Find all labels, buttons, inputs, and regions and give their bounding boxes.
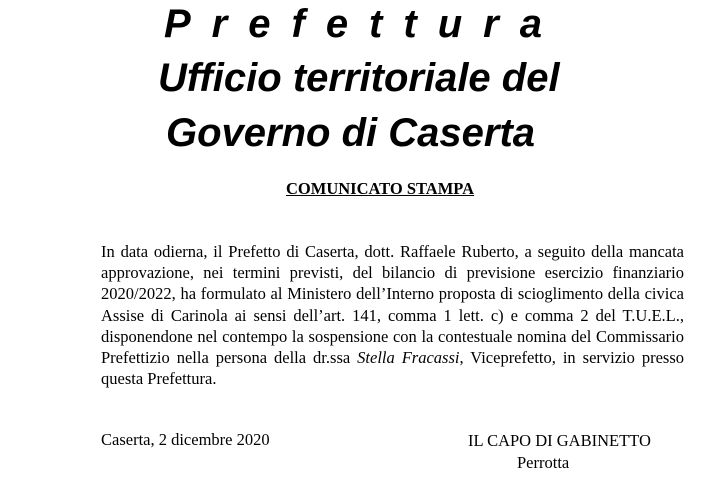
header-office: Ufficio territoriale del <box>158 56 560 100</box>
signature-block <box>468 430 678 474</box>
header-prefettura: Prefettura <box>164 2 563 46</box>
signature-name: Perrotta <box>517 453 570 472</box>
header-government: Governo di Caserta <box>166 111 536 155</box>
body-text-part1: In data odierna, il Prefetto di Caserta, dott. Raffaele Ruberto, a seguito della mancata approvazione, nei termini previsti, del bilancio di previsione esercizio finanziario 2020/2022, ha formulato al Ministero dell’Interno proposta di scioglimento della civica Assise di Carinola ai sensi dell’art. 141, comma 1 lett. c) e comma 2 del T.U.E.L., disponendone nel contempo la sospensione con la contestuale nomina del Commissario Prefettizio nella persona della dr.ssa <box>101 242 684 368</box>
commissioner-name: Stella Fracassi <box>357 348 460 368</box>
body-text-part2: , Viceprefetto, in servizio presso questa Prefettura. <box>101 348 685 389</box>
signature-title: IL CAPO DI GABINETTO <box>468 431 651 450</box>
press-release-label: COMUNICATO STAMPA <box>286 179 475 198</box>
press-release-body <box>101 241 684 389</box>
place-date: Caserta, 2 dicembre 2020 <box>101 430 270 449</box>
